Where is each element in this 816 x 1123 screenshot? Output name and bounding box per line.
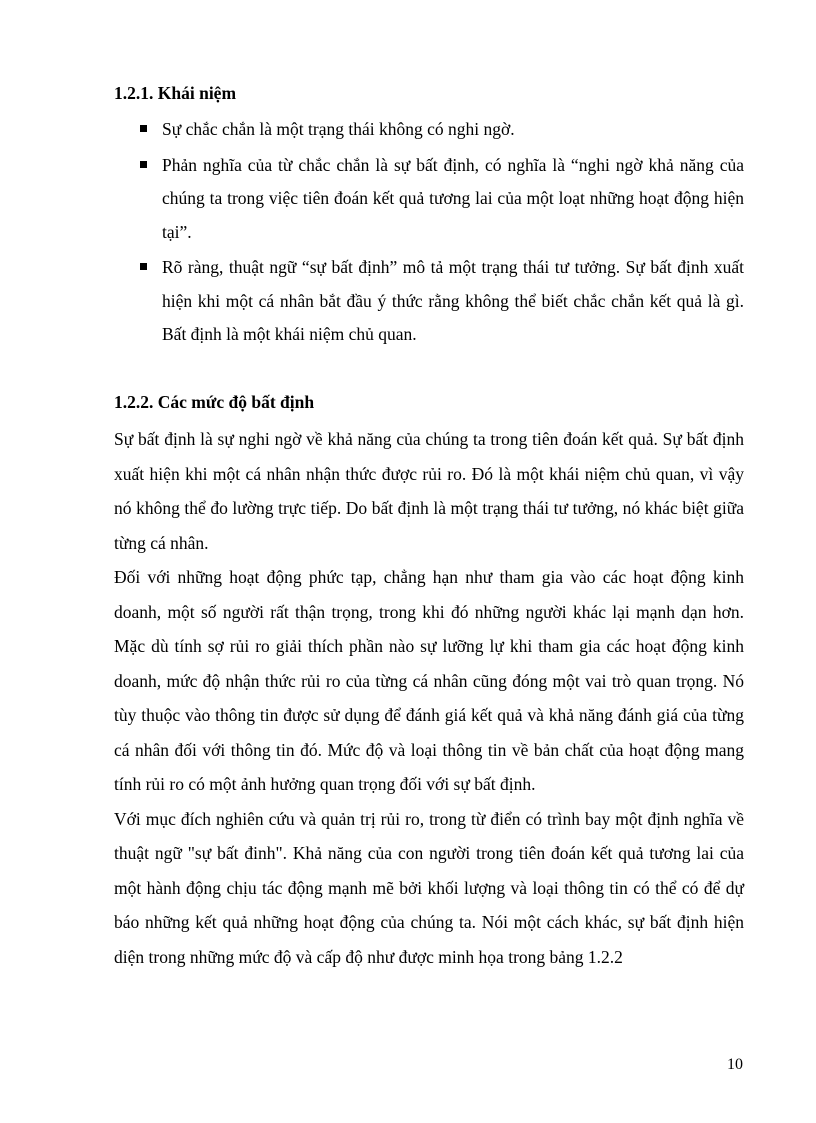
- section-heading-1-2-1: 1.2.1. Khái niệm: [114, 83, 237, 103]
- list-item: [114, 251, 744, 352]
- list-item: [114, 149, 744, 250]
- paragraph: Với mục đích nghiên cứu và quản trị rủi ro, trong từ điển có trình bay một định nghĩa về thuật ngữ "sự bất đinh". Khả năng của con người trong tiên đoán kết quả tương lai của một hành động chịu tác động mạnh mẽ bởi khối lượng và loại thông tin có thể có để dự báo những kết quả những hoạt động của chúng ta. Nói một cách khác, sự bất định hiện diện trong những mức độ và cấp độ như được minh họa trong bảng 1.2.2: [114, 808, 744, 967]
- list-item: [114, 113, 744, 147]
- bullet-text: Sự chắc chắn là một trạng thái không có nghi ngờ.: [162, 119, 515, 139]
- square-bullet-icon: [140, 263, 147, 270]
- paragraph: Đối với những hoạt động phức tạp, chẳng hạn như tham gia vào các hoạt động kinh doanh, một số người rất thận trọng, trong khi đó những người khác lại mạnh dạn hơn. Mặc dù tính sợ rủi ro giải thích phần nào sự lưỡng lự khi tham gia các hoạt động kinh doanh, mức độ nhận thức rủi ro của từng cá nhân cũng đóng một vai trò quan trọng. Nó tùy thuộc vào thông tin được sử dụng để đánh giá kết quả và khả năng đánh giá của từng cá nhân đối với thông tin đó. Mức độ và loại thông tin về bản chất của hoạt động mang tính rủi ro có một ảnh hưởng quan trọng đối với sự bất định.: [114, 567, 744, 794]
- page-number: 10: [727, 1056, 743, 1073]
- section-body: [114, 422, 744, 974]
- paragraph: Sự bất định là sự nghi ngờ về khả năng của chúng ta trong tiên đoán kết quả. Sự bất định xuất hiện khi một cá nhân nhận thức được rủi ro. Đó là một khái niệm chủ quan, vì vậy nó không thể đo lường trực tiếp. Do bất định là một trạng thái tư tưởng, nó khác biệt giữa từng cá nhân.: [114, 429, 744, 553]
- bullet-text: Rõ ràng, thuật ngữ “sự bất định” mô tả một trạng thái tư tưởng. Sự bất định xuất hiện khi một cá nhân bắt đầu ý thức rằng không thể biết chắc chắn kết quả là gì. Bất định là một khái niệm chủ quan.: [162, 257, 744, 344]
- square-bullet-icon: [140, 125, 147, 132]
- bullet-list: [114, 113, 744, 354]
- bullet-text: Phản nghĩa của từ chắc chắn là sự bất định, có nghĩa là “nghi ngờ khả năng của chúng ta trong việc tiên đoán kết quả tương lai của một loạt những hoạt động hiện tại”.: [162, 154, 744, 242]
- section-heading-1-2-2: 1.2.2. Các mức độ bất định: [114, 392, 315, 412]
- square-bullet-icon: [140, 161, 147, 168]
